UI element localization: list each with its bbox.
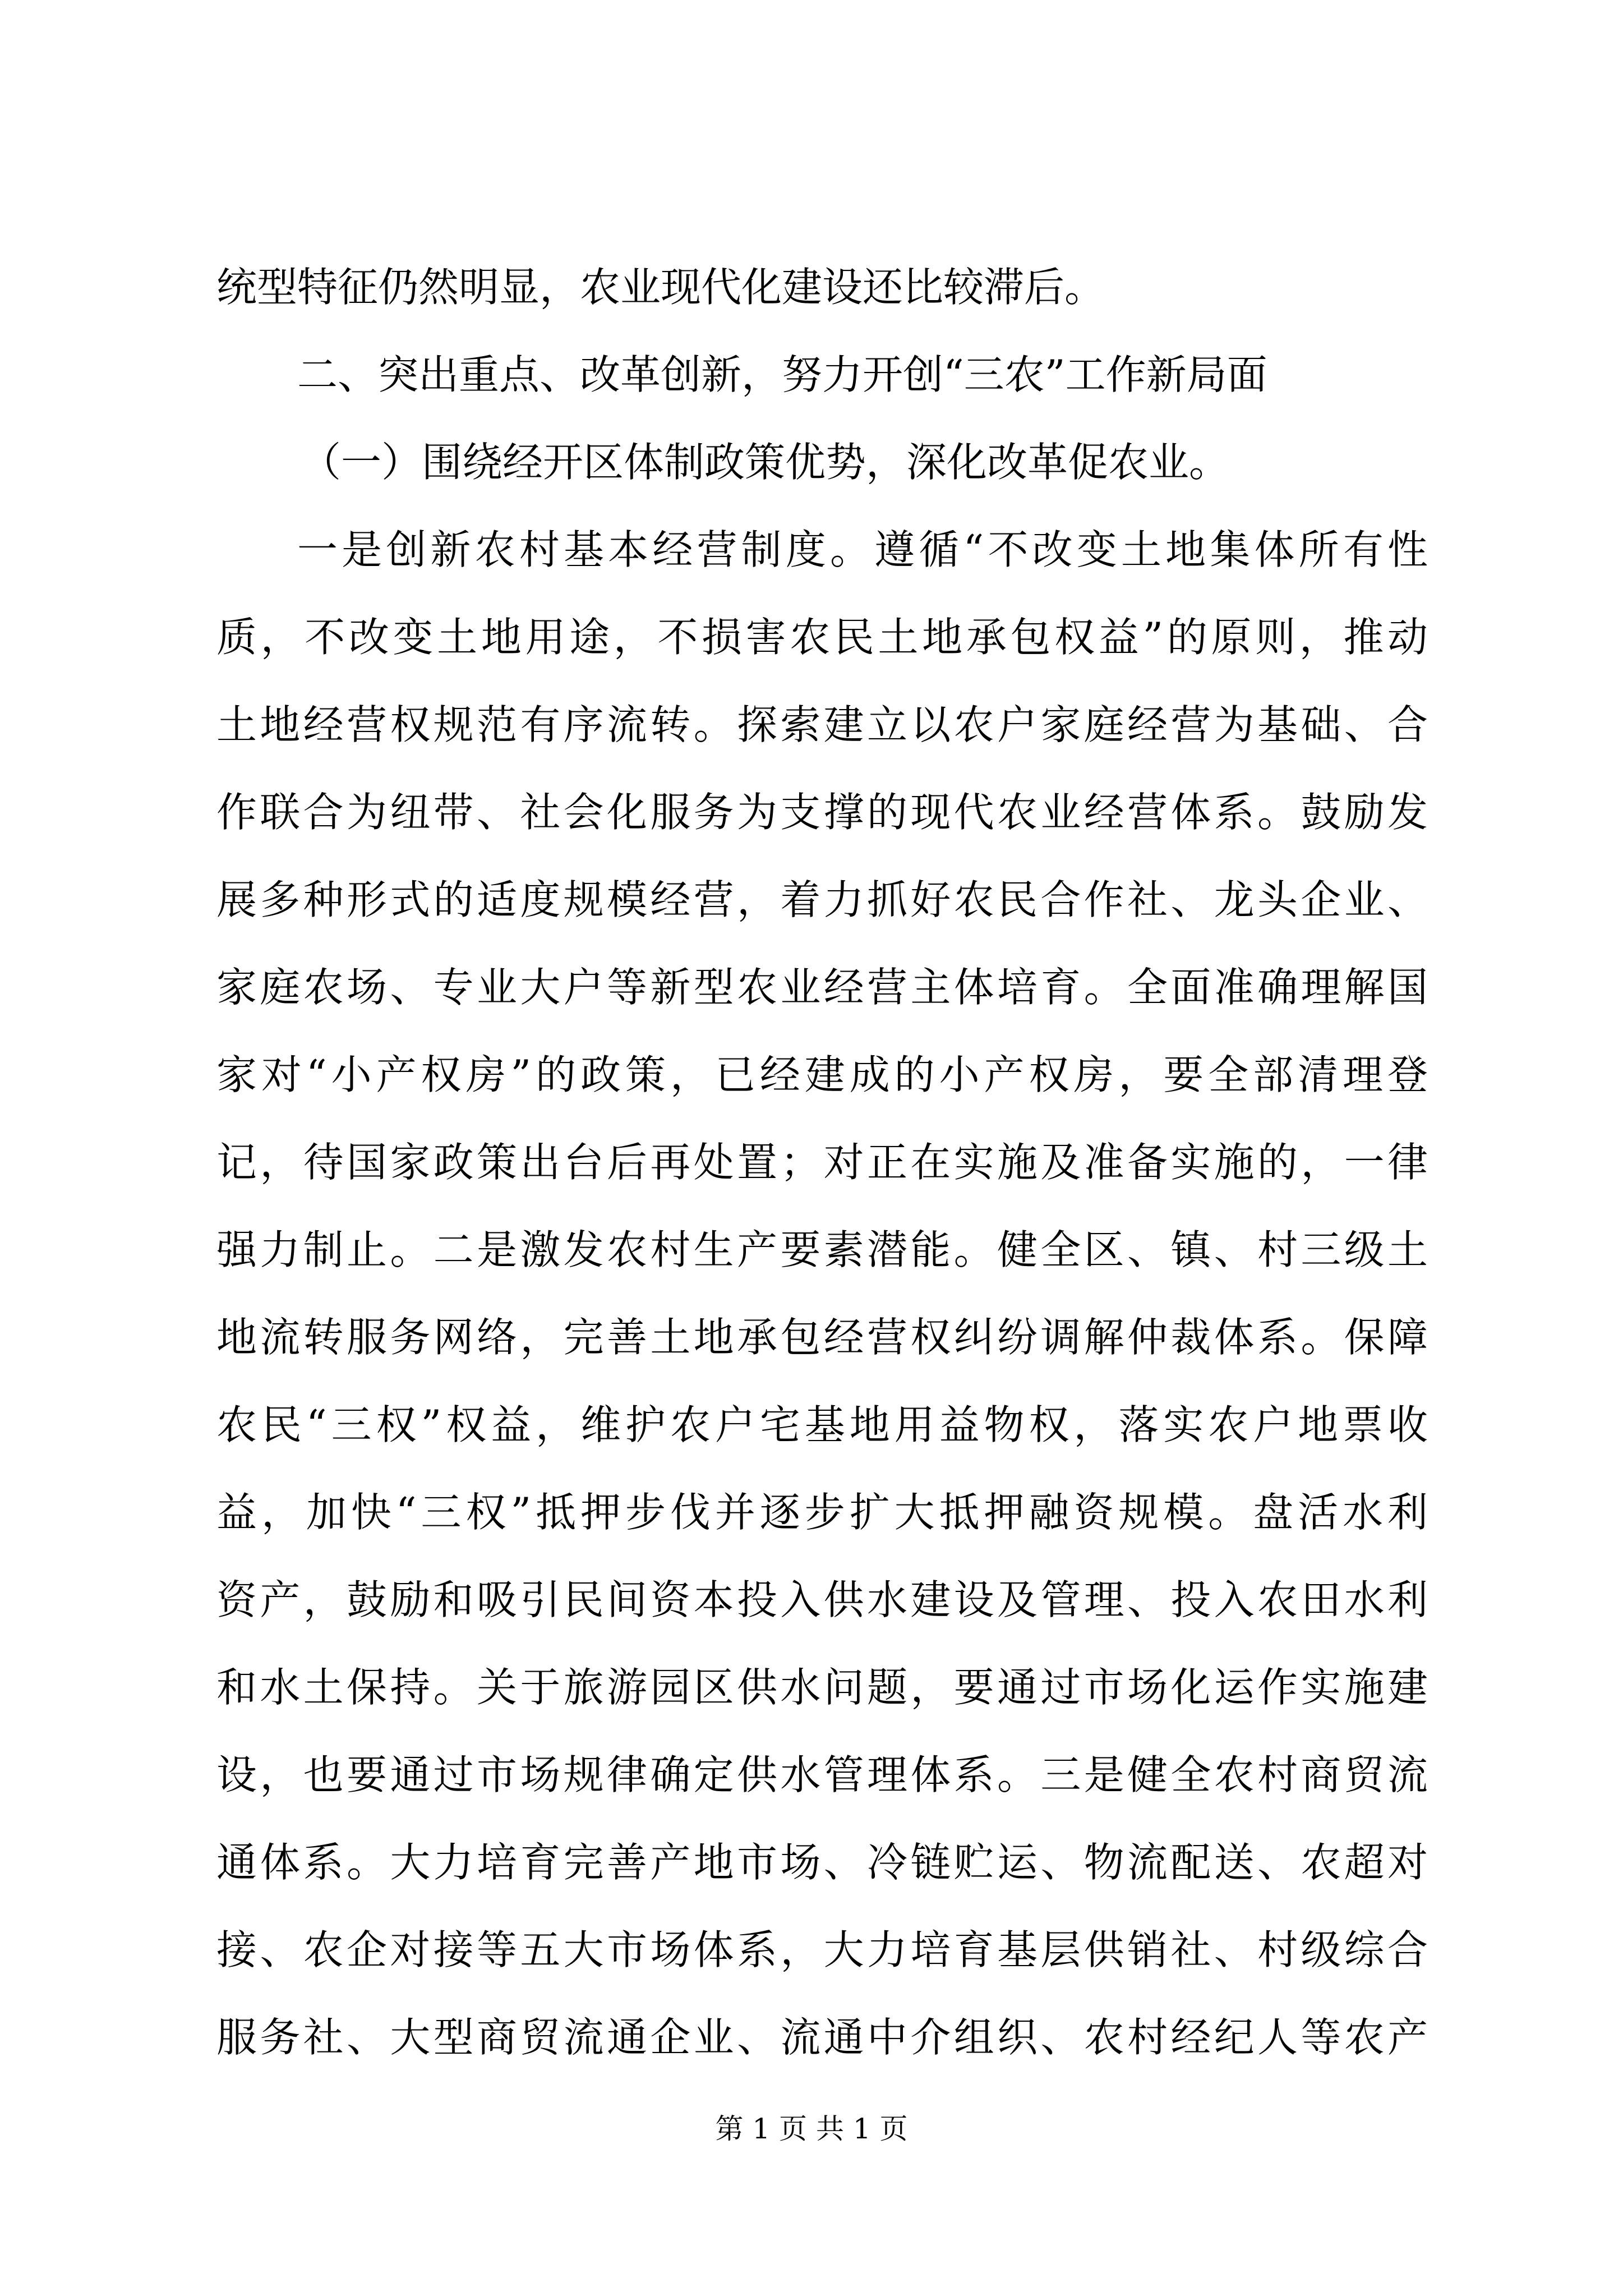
paragraph-line: 家对“小产权房”的政策，已经建成的小产权房，要全部清理登 <box>216 1051 1428 1098</box>
subsection-heading: （一）围绕经开区体制政策优势，深化改革促农业。 <box>301 439 1230 486</box>
paragraph-line: 作联合为纽带、社会化服务为支撑的现代农业经营体系。鼓励发 <box>216 789 1428 836</box>
paragraph-line: 统型特征仍然明显，农业现代化建设还比较滞后。 <box>216 264 1105 311</box>
paragraph-line: 和水土保持。关于旅游园区供水问题，要通过市场化运作实施建 <box>216 1664 1428 1711</box>
paragraph-line: 强力制止。二是激发农村生产要素潜能。健全区、镇、村三级土 <box>216 1226 1428 1273</box>
paragraph-line: 记，待国家政策出台后再处置；对正在实施及准备实施的，一律 <box>216 1139 1428 1186</box>
page-footer <box>0 2109 1623 2148</box>
paragraph-line: 通体系。大力培育完善产地市场、冷链贮运、物流配送、农超对 <box>216 1839 1428 1886</box>
paragraph-line: 地流转服务网络，完善土地承包经营权纠纷调解仲裁体系。保障 <box>216 1314 1428 1361</box>
paragraph-line: 质，不改变土地用途，不损害农民土地承包权益”的原则，推动 <box>216 614 1428 661</box>
section-heading: 二、突出重点、改革创新，努力开创“三农”工作新局面 <box>297 351 1267 398</box>
document-body <box>216 243 1428 2081</box>
paragraph-line: 益，加快“三权”抵押步伐并逐步扩大抵押融资规模。盘活水利 <box>216 1489 1428 1536</box>
paragraph-line: 家庭农场、专业大户等新型农业经营主体培育。全面准确理解国 <box>216 964 1428 1011</box>
paragraph-line: 资产，鼓励和吸引民间资本投入供水建设及管理、投入农田水利 <box>216 1576 1428 1623</box>
page-number: 第 1 页 共 1 页 <box>715 2113 908 2145</box>
paragraph-line: 展多种形式的适度规模经营，着力抓好农民合作社、龙头企业、 <box>216 876 1428 923</box>
paragraph-line: 设，也要通过市场规律确定供水管理体系。三是健全农村商贸流 <box>216 1751 1428 1798</box>
paragraph-line: 服务社、大型商贸流通企业、流通中介组织、农村经纪人等农产 <box>216 2014 1428 2061</box>
paragraph-line: 一是创新农村基本经营制度。遵循“不改变土地集体所有性 <box>297 526 1428 573</box>
paragraph-line: 接、农企对接等五大市场体系，大力培育基层供销社、村级综合 <box>216 1926 1428 1973</box>
paragraph-line: 农民“三权”权益，维护农户宅基地用益物权，落实农户地票收 <box>216 1401 1428 1448</box>
paragraph-line: 土地经营权规范有序流转。探索建立以农户家庭经营为基础、合 <box>216 701 1428 748</box>
